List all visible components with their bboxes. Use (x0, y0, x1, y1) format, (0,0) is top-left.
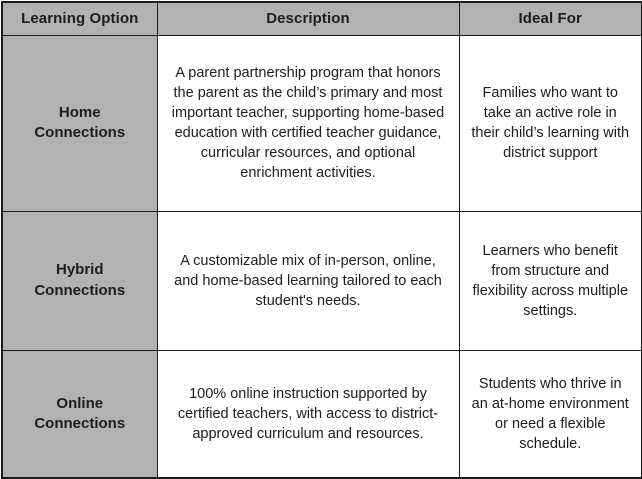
cell-option-home-connections: Home Connections (2, 35, 157, 211)
table-row-hybrid-connections (2, 211, 642, 350)
cell-description-hybrid-connections: A customizable mix of in-person, online, and home-based learning tailored to each student's needs. (157, 211, 459, 350)
learning-options-table-container (0, 1, 642, 479)
header-row (2, 2, 642, 35)
table-row-online-connections (2, 350, 642, 478)
cell-option-online-connections: Online Connections (2, 350, 157, 478)
cell-description-home-connections: A parent partnership program that honors the parent as the child’s primary and most important teacher, supporting home-based education with certified teacher guidance, curricular resources, and optional enrichment activities. (157, 35, 459, 211)
learning-options-table (1, 1, 642, 479)
cell-ideal-for-online-connections: Students who thrive in an at-home environment or need a flexible schedule. (459, 350, 642, 478)
cell-ideal-for-hybrid-connections: Learners who benefit from structure and flexibility across multiple settings. (459, 211, 642, 350)
header-ideal-for: Ideal For (459, 2, 642, 35)
table-row-home-connections (2, 35, 642, 211)
header-description: Description (157, 2, 459, 35)
cell-option-hybrid-connections: Hybrid Connections (2, 211, 157, 350)
cell-description-online-connections: 100% online instruction supported by certified teachers, with access to district-approved curriculum and resources. (157, 350, 459, 478)
cell-ideal-for-home-connections: Families who want to take an active role in their child’s learning with district support (459, 35, 642, 211)
header-learning-option: Learning Option (2, 2, 157, 35)
